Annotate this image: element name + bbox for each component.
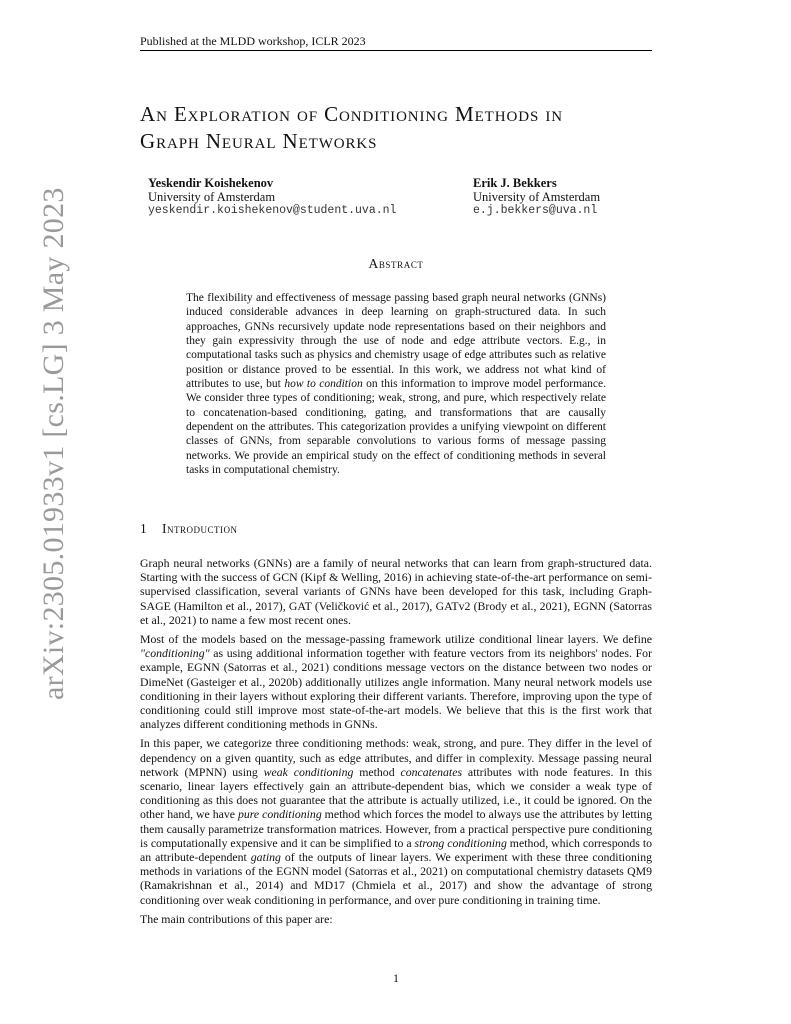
section-heading	[140, 521, 238, 537]
section-title: Introduction	[162, 521, 238, 536]
author-email: yeskendir.koishekenov@student.uva.nl	[148, 204, 397, 217]
author-name: Yeskendir Koishekenov	[148, 176, 274, 190]
text-run: attributes with node features. In this scenario, linear layers effectively gain an attribute-dependent bias, which we consider a weak type of conditioning as this does not guarantee that the attribute is actually utilized, i.e., it could be ignored. On the other hand, we have	[140, 764, 653, 822]
paragraph-4: The main contributions of this paper are:	[140, 911, 333, 926]
paragraph-3	[140, 736, 652, 906]
author-name: Erik J. Bekkers	[473, 176, 557, 190]
text-run: method, which corresponds to an attribute-dependent	[140, 835, 652, 865]
text-emphasis: "conditioning"	[140, 646, 210, 661]
running-header: Published at the MLDD workshop, ICLR 2023	[140, 34, 652, 51]
text-emphasis: concatenates	[400, 764, 463, 779]
author-affiliation: University of Amsterdam	[473, 190, 601, 204]
paper-title	[140, 101, 680, 155]
text-run: method	[353, 764, 401, 779]
text-emphasis: strong conditioning	[414, 835, 507, 850]
abstract-heading: Abstract	[368, 256, 424, 271]
text-run: Most of the models based on the message-passing framework utilize conditional linear layers. We define	[140, 632, 652, 647]
title-line-1: An Exploration of Conditioning Methods in	[140, 102, 563, 126]
author-email: e.j.bekkers@uva.nl	[473, 204, 598, 217]
section-number: 1	[140, 521, 148, 536]
paragraph-2	[140, 632, 652, 731]
text-emphasis: pure conditioning	[237, 807, 322, 822]
text-run: as using additional information together with feature vectors from its neighbors' nodes. For example, EGNN (Satorras et al., 2021) conditions message vectors on the distance between two nodes or DimeNet (Gasteiger et al., 2020b) additionally utilizes angle information. Many neural network models use conditioning in their layers without exploring their different variants. Therefore, improving upon the type of conditioning could still improve most state-of-the-art models. We believe that this is the first work that analyzes different conditioning methods in GNNs.	[140, 646, 652, 732]
text-run: In this paper, we categorize three conditioning methods: weak, strong, and pure. They differ in the level of dependency on a given quantity, such as edge attributes, and differ in complexity. Message passing neural network (MPNN) using	[140, 736, 652, 779]
title-line-2: Graph Neural Networks	[140, 129, 378, 153]
arxiv-stamp: arXiv:2305.01933v1 [cs.LG] 3 May 2023	[37, 187, 70, 700]
text-run: of the outputs of linear layers. We experiment with these three conditioning methods in variations of the EGNN model (Satorras et al., 2021) on computational chemistry datasets QM9 (Ramakrishnan et al., 2014) and MD17 (Chmiela et al., 2017) and show the advantage of strong conditioning over weak conditioning in performance, and over pure conditioning in training time.	[140, 850, 652, 907]
paragraph-1: Graph neural networks (GNNs) are a family of neural networks that can learn from graph-structured data. Starting with the success of GCN (Kipf & Welling, 2016) in achieving state-of-the-art performance on semi-supervised classification, several variants of GNNs have been developed for this task, including Graph-SAGE (Hamilton et al., 2017), GAT (Veličković et al., 2017), GATv2 (Brody et al., 2021), EGNN (Satorras et al., 2021) to name a few most recent ones.	[140, 556, 652, 627]
abstract-part-2: on this information to improve model performance. We consider three types of conditioning; weak, strong, and pure, which respectively relate to concatenation-based conditioning, gating, and transformations that are causally dependent on the attributes. This categorization provides a unifying viewpoint on different classes of GNNs, from separable convolutions to various forms of message passing networks. We provide an empirical study on the effect of conditioning methods in several tasks in computational chemistry.	[186, 378, 607, 477]
author-block-2	[473, 176, 600, 218]
text-emphasis: gating	[250, 850, 281, 865]
abstract-text	[186, 291, 606, 477]
body-text	[140, 556, 652, 931]
author-block-1	[148, 176, 396, 218]
abstract-part-1: The flexibility and effectiveness of message passing based graph neural networks (GNNs) induced considerable advances in deep learning on graph-structured data. In such approaches, GNNs recursively update node representations based on their neighbors and they gain expressivity through the use of node and edge attribute vectors. E.g., in computational tasks such as physics and chemistry usage of edge attributes such as relative position or distance proved to be essential. In this work, we address not what kind of attributes to use, but	[186, 292, 606, 391]
text-emphasis: weak conditioning	[263, 764, 354, 779]
page-number: 1	[393, 971, 399, 985]
author-affiliation: University of Amsterdam	[148, 190, 276, 204]
text-run: method which forces the model to always use the attributes by letting them causally parametrize transformation matrices. However, from a practical perspective pure conditioning is computationally expensive and it can be simplified to a	[140, 807, 652, 850]
abstract-emphasis: how to condition	[284, 378, 363, 391]
